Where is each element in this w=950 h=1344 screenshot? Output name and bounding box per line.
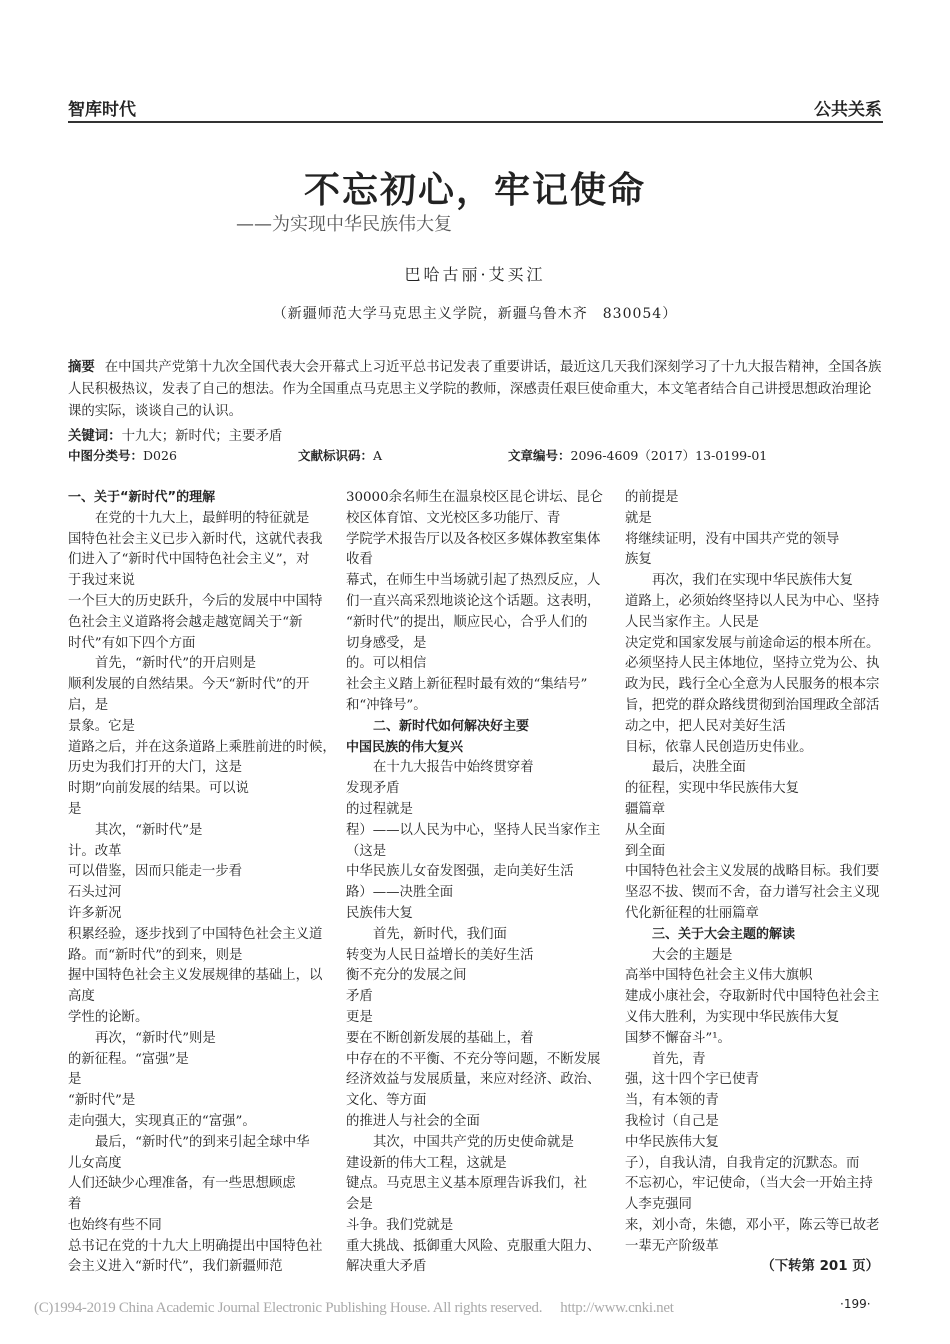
text-line: 从全面 (625, 822, 666, 838)
keywords-text: 十九大；新时代；主要矛盾 (121, 429, 283, 444)
text-line: 键点。马克思主义基本原理告诉我们，社 (346, 1176, 588, 1192)
text-line: 经济效益与发展质量，来应对经济、政治、 (346, 1072, 601, 1088)
text-line: 必须坚持人民主体地位，坚持立党为公、执 (625, 656, 880, 672)
text-line: 斗争。我们党就是 (346, 1217, 454, 1233)
section-name: 公共关系 (814, 100, 882, 120)
text-line: 要在不断创新发展的基础上，着 (346, 1030, 534, 1046)
text-line: 中华民族儿女奋发图强，走向美好生活 (346, 864, 574, 880)
text-line: 其次，中国共产党的历史使命就是 (373, 1134, 574, 1150)
text-line: 首先，新时代，我们面 (373, 926, 507, 942)
text-line: “新时代”是 (68, 1093, 136, 1109)
text-line: 中国特色社会主义发展的战略目标。我们要 (625, 864, 880, 880)
text-line: 道路之后，并在这条道路上乘胜前进的时候， (68, 739, 336, 755)
text-line: 们一直兴高采烈地谈论这个话题。这表明， (346, 593, 601, 609)
text-line: 国特色社会主义已步入新时代，这就代表我 (68, 531, 323, 547)
text-line: 总书记在党的十九大上明确提出中国特色社 (68, 1238, 323, 1254)
clc-value: D026 (143, 448, 177, 463)
text-line: 一个巨大的历史跃升，今后的发展中中国特 (68, 593, 323, 609)
text-line: 学性的论断。 (68, 1009, 149, 1025)
text-line: 的过程就是 (346, 801, 413, 817)
text-line: 中华民族伟大复 (625, 1134, 719, 1150)
text-line: 在党的十九大上，最鲜明的特征就是 (95, 510, 310, 526)
author-affiliation: （新疆师范大学马克思主义学院，新疆乌鲁木齐 830054） (272, 306, 678, 322)
text-line: 其次，“新时代”是 (95, 822, 203, 838)
text-line: 切身感受，是 (346, 635, 427, 651)
text-line: 强，这十四个字已使青 (625, 1072, 759, 1088)
text-line: 来，刘小奇，朱德，邓小平，陈云等已故老 (625, 1217, 880, 1233)
text-line: 计。改革 (68, 843, 122, 859)
text-line: 社会主义踏上新征程时最有效的“集结号” (346, 677, 588, 693)
abstract (68, 357, 883, 423)
text-line: 儿女高度 (68, 1155, 122, 1171)
text-line: 30000余名师生在温泉校区昆仑讲坛、昆仑 (346, 490, 603, 505)
text-line: 首先，“新时代”的开启则是 (95, 656, 256, 672)
text-line: 国梦不懈奋斗”¹。 (625, 1030, 731, 1046)
text-line: 坚忍不拔、锲而不舍，奋力谱写社会主义现 (625, 885, 880, 901)
text-line: 解决重大矛盾 (346, 1259, 427, 1275)
text-line: 不忘初心，牢记使命，（当大会一开始主持 (625, 1176, 873, 1192)
text-line: 路。而“新时代”的到来，则是 (68, 947, 243, 963)
text-line: 再次，我们在实现中华民族伟大复 (652, 573, 853, 589)
section-heading: 三、关于大会主题的解读 (652, 926, 796, 942)
text-line: 的。可以相信 (346, 656, 427, 672)
clc-label: 中图分类号： (68, 448, 144, 463)
text-line: 道路上，必须始终坚持以人民为中心、坚持 (625, 593, 880, 609)
body-column-2 (346, 488, 608, 1278)
text-line: 人李克强同 (625, 1197, 692, 1213)
text-line: 色社会主义道路将会越走越宽阔关于“新 (68, 614, 303, 630)
body-column-3 (625, 488, 887, 1278)
article-value: 2096-4609（2017）13-0199-01 (570, 448, 768, 463)
text-line: 校区体育馆、文光校区多功能厅、青 (346, 510, 561, 526)
text-line: 将继续证明，没有中国共产党的领导 (625, 531, 840, 547)
text-line: 着 (68, 1197, 82, 1213)
text-line: 就是 (625, 510, 652, 526)
text-line: 建设新的伟大工程，这就是 (346, 1155, 507, 1171)
text-line: 族复 (625, 552, 652, 568)
section-heading: 二、新时代如何解决好主要 (373, 718, 530, 734)
author-name: 巴哈古丽·艾买江 (404, 265, 546, 284)
text-line: 矛盾 (346, 989, 373, 1005)
article-label: 文章编号： (508, 448, 571, 463)
article-title: 不忘初心，牢记使命 (303, 170, 646, 211)
document-code (298, 446, 382, 464)
text-line: 会是 (346, 1197, 373, 1213)
text-line: 学院学术报告厅以及各校区多媒体教室集体 (346, 531, 601, 547)
text-line: 一辈无产阶级革 (625, 1238, 719, 1254)
text-line: 幕式，在师生中当场就引起了热烈反应，人 (346, 573, 601, 589)
text-line: “新时代”的提出，顺应民心，合乎人们的 (346, 614, 588, 630)
text-line: 时代”有如下四个方面 (68, 635, 196, 651)
text-line: 是 (68, 1072, 82, 1088)
text-line: 石头过河 (68, 885, 122, 901)
text-line: 疆篇章 (625, 801, 666, 817)
text-line: 代化新征程的壮丽篇章 (625, 905, 759, 921)
text-line: 们进入了“新时代中国特色社会主义”，对 (68, 552, 310, 568)
section-heading: 一、关于“新时代”的理解 (68, 490, 216, 505)
header-divider (68, 121, 883, 123)
text-line: 衡不充分的发展之间 (346, 968, 467, 984)
text-line: 重大挑战、抵御重大风险、克服重大阻力、 (346, 1238, 601, 1254)
text-line: 义伟大胜利，为实现中华民族伟大复 (625, 1009, 840, 1025)
text-line: 顺利发展的自然结果。今天“新时代”的开 (68, 677, 310, 693)
body-column-1 (68, 488, 336, 1278)
text-line: 于我过来说 (68, 573, 135, 589)
text-line: 建成小康社会，夺取新时代中国特色社会主 (625, 989, 880, 1005)
text-line: 许多新况 (68, 905, 122, 921)
text-line: 人民当家作主。人民是 (625, 614, 759, 630)
text-line: 决定党和国家发展与前途命运的根本所在。 (625, 635, 880, 651)
text-line: 中存在的不平衡、不充分等问题，不断发展 (346, 1051, 601, 1067)
text-line: 首先，青 (652, 1051, 706, 1067)
text-line: 政为民，践行全心全意为人民服务的根本宗 (625, 677, 880, 693)
text-line: 在十九大报告中始终贯穿着 (373, 760, 534, 776)
text-line: 高举中国特色社会主义伟大旗帜 (625, 968, 813, 984)
journal-name: 智库时代 (68, 100, 136, 120)
doc-label: 文献标识码： (298, 448, 374, 463)
text-line: 握中国特色社会主义发展规律的基础上，以 (68, 968, 323, 984)
doc-value: A (373, 448, 383, 463)
text-line: 收看 (346, 552, 373, 568)
text-line: 到全面 (625, 843, 666, 859)
text-line: 的前提是 (625, 490, 679, 505)
text-line: 积累经验，逐步找到了中国特色社会主义道 (68, 926, 323, 942)
text-line: 最后，“新时代”的到来引起全球中华 (95, 1134, 310, 1150)
article-subtitle: ——为实现中华民族伟大复 (236, 214, 452, 235)
text-line: （这是 (346, 843, 387, 859)
section-heading: 中国民族的伟大复兴 (346, 739, 464, 755)
abstract-text: 在中国共产党第十九次全国代表大会开幕式上习近平总书记发表了重要讲话，最近这几天我们深刻学习了十九大报告精神，全国各族人民积极热议，发表了自己的想法。作为全国重点马克思主义学院的教师，深感责任艰巨使命重大，本文笔者结合自己讲授思想政治理论课的实际，谈谈自己的认识。 (68, 360, 882, 419)
article-number (508, 446, 767, 464)
text-line: 人们还缺少心理准备，有一些思想顾虑 (68, 1176, 296, 1192)
text-line: 可以借鉴，因而只能走一步看 (68, 864, 243, 880)
text-line: 当，有本领的青 (625, 1093, 719, 1109)
text-line: 会主义进入“新时代”，我们新疆师范 (68, 1259, 283, 1275)
text-line: 景象。它是 (68, 718, 135, 734)
clc-number (68, 446, 177, 464)
text-line: 走向强大，实现真正的“富强”。 (68, 1113, 256, 1129)
text-line: 再次，“新时代”则是 (95, 1030, 216, 1046)
text-line: 也始终有些不同 (68, 1217, 162, 1233)
text-line: 动之中，把人民对美好生活 (625, 718, 786, 734)
text-line: 启，是 (68, 697, 109, 713)
text-line: 最后，决胜全面 (652, 760, 746, 776)
text-line: 我检讨（自己是 (625, 1113, 719, 1129)
page-number: ·199· (840, 1297, 871, 1311)
text-line: 的新征程。“富强”是 (68, 1051, 189, 1067)
text-line: 大会的主题是 (652, 947, 733, 963)
text-line: 路）——决胜全面 (346, 885, 454, 901)
text-line: 目标，依靠人民创造历史伟业。 (625, 739, 813, 755)
keywords-label: 关键词： (68, 429, 122, 444)
continued-note: （下转第 201 页） (761, 1259, 879, 1275)
text-line: 的征程，实现中华民族伟大复 (625, 781, 800, 797)
text-line: 子），自我认清，自我肯定的沉默态。而 (625, 1155, 860, 1171)
text-line: 更是 (346, 1009, 373, 1025)
keywords (68, 425, 282, 444)
text-line: 历史为我们打开的大门，这是 (68, 760, 243, 776)
text-line: 的推进人与社会的全面 (346, 1113, 480, 1129)
text-line: 高度 (68, 989, 95, 1005)
text-line: 发现矛盾 (346, 781, 400, 797)
text-line: 民族伟大复 (346, 905, 413, 921)
text-line: 转变为人民日益增长的美好生活 (346, 947, 534, 963)
abstract-label: 摘要 (68, 360, 95, 375)
text-line: 是 (68, 801, 82, 817)
copyright-notice: (C)1994-2019 China Academic Journal Electronic Publishing House. All rights reserved. http://www.cnki.net (34, 1300, 674, 1316)
text-line: 和“冲锋号”。 (346, 697, 427, 713)
text-line: 时期”向前发展的结果。可以说 (68, 781, 249, 797)
text-line: 程）——以人民为中心，坚持人民当家作主 (346, 822, 601, 838)
text-line: 旨，把党的群众路线贯彻到治国理政全部活 (625, 697, 880, 713)
text-line: 文化、等方面 (346, 1093, 427, 1109)
